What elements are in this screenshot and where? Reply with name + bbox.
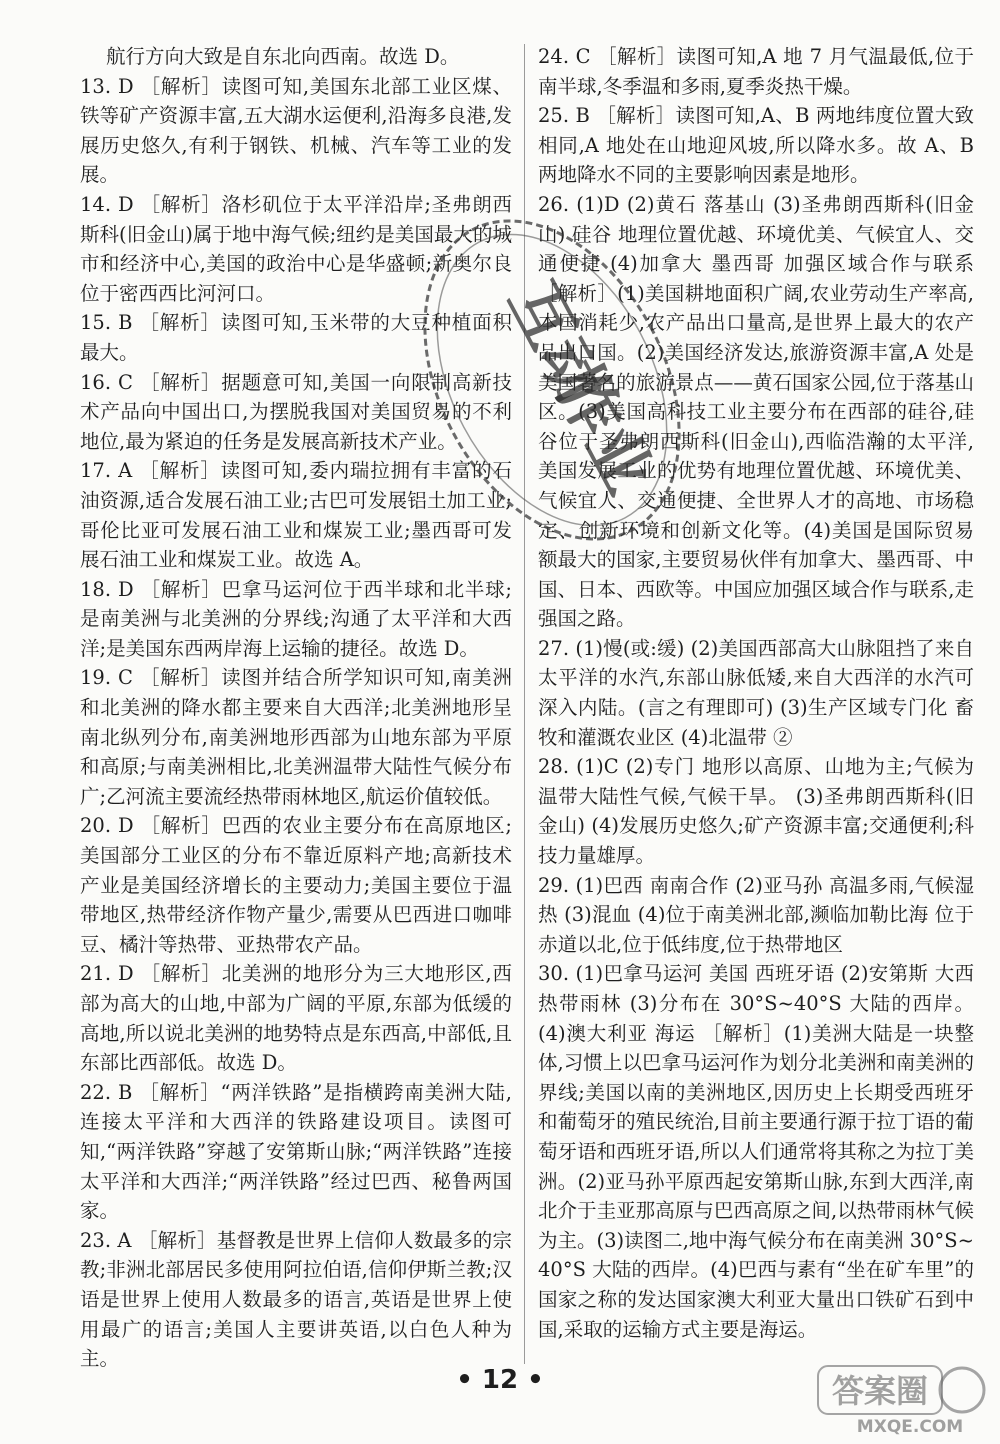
answer-entry-25: 25. B ［解析］读图可知,A、B 两地纬度位置大致相同,A 地处在山地迎风坡,所以降水多。故 A、B 两地降水不同的主要影响因素是地形。 bbox=[538, 104, 974, 187]
answer-entry-23: 23. A ［解析］基督教是世界上信仰人数最多的宗教;非洲北部居民多使用阿拉伯语,信仰伊斯兰教;汉语是世界上使用人数最多的语言,英语是世界上使用最广的语言;美国人主要讲英语,以白色人种为主。 bbox=[80, 1228, 512, 1371]
answer-entry-19: 19. C ［解析］读图并结合所学知识可知,南美洲和北美洲的降水都主要来自大西洋;北美洲地形呈南北纵列分布,南美洲地形西部为山地东部为平原和高原;与南美洲相比,北美洲温带大陆性气候分布广;乙河流主要流经热带雨林地区,航运价值较低。 bbox=[80, 666, 512, 808]
answer-entry-29: 29. (1)巴西 南南合作 (2)亚马孙 高温多雨,气候湿热 (3)混血 (4)位于南美洲北部,濒临加勒比海 位于赤道以北,位于低纬度,位于热带地区 bbox=[538, 873, 974, 956]
svg-text:作业: 作业 bbox=[540, 358, 667, 506]
answer-entry-28: 28. (1)C (2)专门 地形以高原、山地为主;气候为温带大陆性气候,气候干旱。 (3)圣弗朗西斯科(旧金山) (4)发展历史悠久;矿产资源丰富;交通便利;科技力量雄厚。 bbox=[538, 755, 974, 868]
right-column bbox=[538, 42, 974, 1344]
answer-entry-27: 27. (1)慢(或:缓) (2)美国西部高大山脉阻挡了来自太平洋的水汽,东部山脉低矮,来自大西洋的水汽可深入内陆。(言之有理即可) (3)生产区域专门化 畜牧和灌溉农业区 (4)北温带 ② bbox=[538, 636, 974, 749]
column-divider bbox=[524, 44, 525, 1364]
answer-entry-15: 15. B ［解析］读图可知,玉米带的大豆种植面积最大。 bbox=[80, 311, 512, 364]
svg-text:MXQE.COM: MXQE.COM bbox=[856, 1417, 964, 1437]
watermark-logo bbox=[814, 1360, 992, 1438]
answer-entry-26: 26. (1)D (2)黄石 落基山 (3)圣弗朗西斯科(旧金山) 硅谷 地理位置优越、环境优美、气候宜人、交通便捷 (4)加拿大 墨西哥 加强区域合作与联系 ［解析］(1)美国耕地面积广阔,农业劳动生产率高,本国消耗少,农产品出口量高,是世界上最大的农产品出口国。(2)美国经济发达,旅游资源丰富,A 处是美国著名的旅游景点——黄石国家公园,位于落基山区。(3)美国高科技工业主要分布在西部的硅谷,硅谷位于圣弗朗西斯科(旧金山),西临浩瀚的太平洋,美国发展工业的优势有地理位置优越、环境优美、气候宜人、交通便捷、全世界人才的高地、市场稳定、创新环境和创新文化等。(4)美国是国际贸易额最大的国家,主要贸易伙伴有加拿大、墨西哥、中国、日本、西欧等。中国应加强区域合作与联系,走强国之路。 bbox=[538, 192, 974, 631]
answer-entry-30: 30. (1)巴拿马运河 美国 西班牙语 (2)安第斯 大西 热带雨林 (3)分布在 30°S~40°S 大陆的西岸。 (4)澳大利亚 海运 ［解析］(1)美洲大陆是一块整体,习惯上以巴拿马运河作为划分北美洲和南美洲的界线;美国以南的美洲地区,因历史上长期受西班牙和葡萄牙的殖民统治,目前主要通行源于拉丁语的葡萄牙语和西班牙语,所以人们通常将其称之为拉丁美洲。(2)亚马孙平原西起安第斯山脉,东到大西洋,南北介于圭亚那高原与巴西高原之间,以热带雨林气候为主。(3)读图二,地中海气候分布在南美洲 30°S~40°S 大陆的西岸。(4)巴西与素有“坐在矿车里”的国家之称的发达国家澳大利亚大量出口铁矿石到中国,采取的运输方式主要是海运。 bbox=[538, 962, 974, 1341]
answer-entry-continuation: 航行方向大致是自东北向西南。故选 D。 bbox=[106, 45, 460, 68]
svg-text:答案圈: 答案圈 bbox=[831, 1372, 929, 1410]
page-number: • 12 • bbox=[456, 1365, 544, 1395]
svg-text:互动: 互动 bbox=[493, 269, 620, 418]
answer-entry-17: 17. A ［解析］读图可知,委内瑞拉拥有丰富的石油资源,适合发展石油工业;古巴可发展铝土加工业;哥伦比亚可发展石油工业和煤炭工业;墨西哥可发展石油工业和煤炭工业。故选 A。 bbox=[80, 459, 512, 572]
answer-entry-16: 16. C ［解析］据题意可知,美国一向限制高新技术产品向中国出口,为摆脱我国对美国贸易的不利地位,最为紧迫的任务是发展高新技术产业。 bbox=[80, 370, 512, 453]
answer-entry-18: 18. D ［解析］巴拿马运河位于西半球和北半球;是南美洲与北美洲的分界线;沟通了太平洋和大西洋;是美国东西两岸海上运输的捷径。故选 D。 bbox=[80, 577, 512, 660]
answer-entry-20: 20. D ［解析］巴西的农业主要分布在高原地区;美国部分工业区的分布不靠近原料产地;高新技术产业是美国经济增长的主要动力;美国主要位于温带地区,热带经济作物产量少,需要从巴西进口咖啡豆、橘汁等热带、亚热带农产品。 bbox=[80, 814, 512, 956]
answer-entry-21: 21. D ［解析］北美洲的地形分为三大地形区,西部为高大的山地,中部为广阔的平原,东部为低缓的高地,所以说北美洲的地势特点是东西高,中部低,且东部比西部低。故选 D。 bbox=[80, 962, 512, 1075]
answer-entry-14: 14. D ［解析］洛杉矶位于太平洋沿岸;圣弗朗西斯科(旧金山)属于地中海气候;纽约是美国最大的城市和经济中心,美国的政治中心是华盛顿;新奥尔良位于密西西比河河口。 bbox=[80, 192, 512, 305]
answer-entry-22: 22. B ［解析］“两洋铁路”是指横跨南美洲大陆,连接太平洋和大西洋的铁路建设项目。读图可知,“两洋铁路”穿越了安第斯山脉;“两洋铁路”连接太平洋和大西洋;“两洋铁路”经过巴西、秘鲁两国家。 bbox=[80, 1080, 512, 1223]
left-column bbox=[80, 42, 512, 1374]
answer-entry-24: 24. C ［解析］读图可知,A 地 7 月气温最低,位于南半球,冬季温和多雨,夏季炎热干燥。 bbox=[538, 45, 974, 98]
answer-entry-13: 13. D ［解析］读图可知,美国东北部工业区煤、铁等矿产资源丰富,五大湖水运便利,沿海多良港,发展历史悠久,有利于钢铁、机械、汽车等工业的发展。 bbox=[80, 74, 512, 187]
